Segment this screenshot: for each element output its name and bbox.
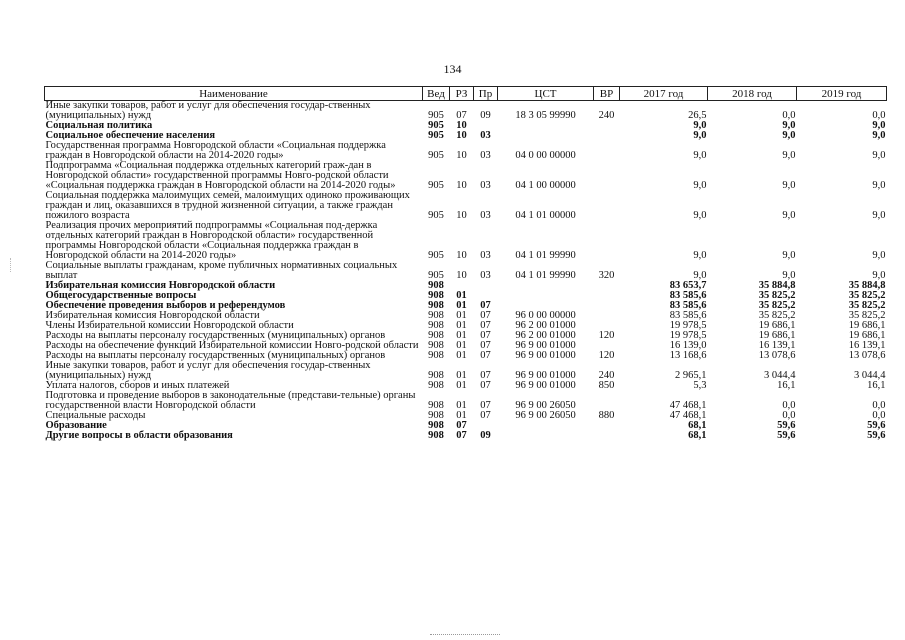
cell-name: Подпрограмма «Социальная поддержка отдельных категорий граж-дан в Новгородской области» государственной программы Новго-родской области «Социальная поддержка граждан в Новгородской области на 2014-2020 годы» bbox=[45, 160, 396, 191]
cell-y2017: 9,0 bbox=[693, 130, 707, 141]
cell-y2017: 2 965,1 bbox=[675, 370, 707, 381]
cell-vr bbox=[594, 301, 620, 311]
cell-y2019: 35 825,2 bbox=[848, 310, 886, 321]
cell-pr bbox=[474, 281, 498, 291]
cell-cst: 96 9 00 01000 bbox=[515, 350, 576, 361]
cell-name: Социальная поддержка малоимущих семей, малоимущих одиноко проживающих граждан и лиц, оказавшихся в трудной жизненной ситуации, а также граждан пожилого возраста bbox=[45, 190, 410, 221]
cell-rz: 01 bbox=[456, 350, 467, 361]
cell-name: Подготовка и проведение выборов в законодательные (представи-тельные) органы государственной власти Новгородской области bbox=[45, 390, 416, 411]
cell-ved: 908 bbox=[428, 430, 444, 441]
cell-vr: 880 bbox=[598, 410, 615, 421]
cell-ved: 908 bbox=[428, 300, 444, 311]
cell-cst: 96 9 00 01000 bbox=[515, 340, 576, 351]
cell-name: Расходы на обеспечение функций Избирательной комиссии Новго-родской области bbox=[45, 340, 419, 351]
cell-pr: 03 bbox=[480, 130, 491, 141]
cell-pr: 07 bbox=[480, 340, 491, 351]
cell-y2017: 9,0 bbox=[693, 250, 707, 261]
cell-rz: 01 bbox=[456, 290, 467, 301]
cell-name: Другие вопросы в области образования bbox=[45, 430, 233, 441]
cell-cst: 04 0 00 00000 bbox=[515, 150, 576, 161]
header-2019: 2019 год bbox=[797, 87, 887, 101]
table-row bbox=[45, 141, 887, 161]
cell-y2017: 68,1 bbox=[688, 420, 707, 431]
cell-y2017: 47 468,1 bbox=[669, 410, 707, 421]
cell-y2017: 83 585,6 bbox=[669, 290, 707, 301]
cell-y2019: 59,6 bbox=[867, 420, 886, 431]
cell-vr bbox=[594, 291, 620, 301]
cell-y2018: 0,0 bbox=[782, 110, 796, 121]
cell-name: Уплата налогов, сборов и иных платежей bbox=[45, 380, 230, 391]
cell-y2019: 13 078,6 bbox=[848, 350, 886, 361]
cell-y2019: 19 686,1 bbox=[848, 320, 886, 331]
cell-cst: 96 9 00 01000 bbox=[515, 380, 576, 391]
cell-cst bbox=[498, 281, 594, 291]
cell-name: Образование bbox=[45, 420, 107, 431]
cell-cst: 96 2 00 01000 bbox=[515, 320, 576, 331]
cell-ved: 908 bbox=[428, 290, 444, 301]
cell-rz: 01 bbox=[456, 340, 467, 351]
cell-y2018: 13 078,6 bbox=[758, 350, 796, 361]
footer-mark bbox=[430, 634, 500, 637]
cell-rz: 07 bbox=[456, 420, 467, 431]
cell-vr bbox=[594, 391, 620, 411]
cell-rz: 07 bbox=[456, 430, 467, 441]
cell-cst: 04 1 01 99990 bbox=[515, 270, 576, 281]
cell-y2018: 19 686,1 bbox=[758, 320, 796, 331]
header-2017: 2017 год bbox=[620, 87, 708, 101]
cell-y2018: 59,6 bbox=[777, 420, 796, 431]
cell-y2018: 35 884,8 bbox=[758, 280, 796, 291]
cell-ved: 905 bbox=[428, 130, 444, 141]
cell-pr: 07 bbox=[480, 320, 491, 331]
table-row bbox=[45, 221, 887, 261]
cell-rz: 10 bbox=[456, 120, 467, 131]
cell-y2019: 0,0 bbox=[872, 110, 886, 121]
table-row bbox=[45, 191, 887, 221]
cell-pr: 07 bbox=[480, 400, 491, 411]
cell-vr: 240 bbox=[598, 370, 615, 381]
cell-ved: 908 bbox=[428, 320, 444, 331]
cell-vr bbox=[594, 281, 620, 291]
cell-y2018: 9,0 bbox=[782, 210, 796, 221]
cell-rz: 01 bbox=[456, 380, 467, 391]
cell-vr bbox=[594, 131, 620, 141]
cell-pr: 03 bbox=[480, 150, 491, 161]
cell-y2017: 19 978,5 bbox=[669, 320, 707, 331]
cell-y2018: 9,0 bbox=[782, 130, 796, 141]
cell-name: Общегосударственные вопросы bbox=[45, 290, 197, 301]
cell-rz: 10 bbox=[456, 250, 467, 261]
cell-y2019: 3 044,4 bbox=[854, 370, 886, 381]
cell-cst bbox=[498, 431, 594, 441]
cell-name: Реализация прочих мероприятий подпрограммы «Социальная под-держка отдельных категорий граждан в Новгородской области» государственной программы Новгородской области «Социальная поддержка граждан в Новгородской области на 2014-2020 годы» bbox=[45, 220, 378, 261]
cell-y2019: 35 825,2 bbox=[848, 290, 886, 301]
cell-y2017: 16 139,0 bbox=[669, 340, 707, 351]
cell-rz: 10 bbox=[456, 180, 467, 191]
cell-rz: 07 bbox=[456, 110, 467, 121]
cell-ved: 908 bbox=[428, 350, 444, 361]
cell-name: Социальные выплаты гражданам, кроме публичных нормативных социальных выплат bbox=[45, 260, 398, 281]
cell-y2018: 35 825,2 bbox=[758, 310, 796, 321]
cell-ved: 905 bbox=[428, 250, 444, 261]
cell-ved: 905 bbox=[428, 270, 444, 281]
cell-cst: 18 3 05 99990 bbox=[515, 110, 576, 121]
cell-vr bbox=[594, 311, 620, 321]
cell-y2017: 83 585,6 bbox=[669, 310, 707, 321]
margin-mark bbox=[10, 258, 12, 272]
budget-table bbox=[44, 86, 887, 441]
cell-rz: 01 bbox=[456, 310, 467, 321]
cell-vr bbox=[594, 161, 620, 191]
header-name: Наименование bbox=[45, 87, 423, 101]
cell-pr: 07 bbox=[480, 370, 491, 381]
cell-y2017: 5,3 bbox=[693, 380, 707, 391]
cell-cst bbox=[498, 421, 594, 431]
cell-pr: 07 bbox=[480, 410, 491, 421]
cell-vr bbox=[594, 431, 620, 441]
cell-ved: 908 bbox=[428, 380, 444, 391]
cell-y2017: 9,0 bbox=[693, 150, 707, 161]
cell-vr bbox=[594, 421, 620, 431]
cell-ved: 905 bbox=[428, 110, 444, 121]
cell-ved: 908 bbox=[428, 420, 444, 431]
cell-pr: 07 bbox=[480, 300, 491, 311]
cell-y2018: 59,6 bbox=[777, 430, 796, 441]
cell-ved: 908 bbox=[428, 400, 444, 411]
cell-name: Расходы на выплаты персоналу государственных (муниципальных) органов bbox=[45, 330, 386, 341]
cell-y2018: 35 825,2 bbox=[758, 290, 796, 301]
cell-name: Социальное обеспечение населения bbox=[45, 130, 216, 141]
cell-y2019: 9,0 bbox=[872, 250, 886, 261]
cell-cst: 04 1 00 00000 bbox=[515, 180, 576, 191]
cell-rz: 01 bbox=[456, 400, 467, 411]
table-header-row bbox=[45, 87, 887, 101]
cell-vr: 320 bbox=[598, 270, 615, 281]
cell-pr: 09 bbox=[480, 110, 491, 121]
cell-ved: 908 bbox=[428, 310, 444, 321]
cell-y2018: 9,0 bbox=[782, 150, 796, 161]
cell-ved: 905 bbox=[428, 180, 444, 191]
cell-cst bbox=[498, 121, 594, 131]
cell-rz: 01 bbox=[456, 320, 467, 331]
header-2018: 2018 год bbox=[708, 87, 797, 101]
cell-y2017: 9,0 bbox=[693, 180, 707, 191]
page-number: 134 bbox=[443, 62, 462, 76]
cell-y2019: 59,6 bbox=[867, 430, 886, 441]
cell-y2018: 16 139,1 bbox=[758, 340, 796, 351]
cell-rz: 01 bbox=[456, 370, 467, 381]
cell-y2017: 68,1 bbox=[688, 430, 707, 441]
cell-y2019: 35 825,2 bbox=[848, 300, 886, 311]
cell-name: Иные закупки товаров, работ и услуг для обеспечения государ-ственных (муниципальных) нужд bbox=[45, 100, 371, 121]
cell-cst: 04 1 01 99990 bbox=[515, 250, 576, 261]
cell-ved: 908 bbox=[428, 280, 444, 291]
cell-vr: 120 bbox=[598, 330, 615, 341]
cell-cst: 96 2 00 01000 bbox=[515, 330, 576, 341]
cell-pr: 03 bbox=[480, 270, 491, 281]
cell-y2017: 26,5 bbox=[688, 110, 707, 121]
cell-name: Социальная политика bbox=[45, 120, 153, 131]
cell-y2019: 9,0 bbox=[872, 120, 886, 131]
cell-cst: 96 9 00 26050 bbox=[515, 410, 576, 421]
cell-y2018: 0,0 bbox=[782, 410, 796, 421]
header-cst: ЦСТ bbox=[498, 87, 594, 101]
cell-y2019: 9,0 bbox=[872, 210, 886, 221]
cell-name: Расходы на выплаты персоналу государственных (муниципальных) органов bbox=[45, 350, 386, 361]
cell-ved: 905 bbox=[428, 210, 444, 221]
cell-y2017: 83 585,6 bbox=[669, 300, 707, 311]
header-ved: Вед bbox=[423, 87, 450, 101]
cell-y2018: 9,0 bbox=[782, 180, 796, 191]
cell-ved: 908 bbox=[428, 410, 444, 421]
cell-y2018: 3 044,4 bbox=[764, 370, 796, 381]
cell-pr: 03 bbox=[480, 210, 491, 221]
cell-name: Обеспечение проведения выборов и референдумов bbox=[45, 300, 286, 311]
header-pr: Пр bbox=[474, 87, 498, 101]
header-rz: РЗ bbox=[450, 87, 474, 101]
cell-rz: 10 bbox=[456, 130, 467, 141]
cell-cst bbox=[498, 131, 594, 141]
cell-vr bbox=[594, 221, 620, 261]
cell-y2018: 9,0 bbox=[782, 120, 796, 131]
cell-y2017: 9,0 bbox=[693, 120, 707, 131]
cell-vr: 850 bbox=[598, 380, 615, 391]
cell-ved: 908 bbox=[428, 340, 444, 351]
cell-cst: 96 9 00 26050 bbox=[515, 400, 576, 411]
cell-rz: 10 bbox=[456, 270, 467, 281]
cell-y2019: 0,0 bbox=[872, 410, 886, 421]
cell-y2017: 13 168,6 bbox=[669, 350, 707, 361]
cell-pr: 03 bbox=[480, 250, 491, 261]
cell-y2019: 9,0 bbox=[872, 270, 886, 281]
header-vr: ВР bbox=[594, 87, 620, 101]
cell-name: Члены Избирательной комиссии Новгородской области bbox=[45, 320, 294, 331]
cell-y2019: 9,0 bbox=[872, 180, 886, 191]
table-row bbox=[45, 391, 887, 411]
cell-rz: 01 bbox=[456, 300, 467, 311]
cell-vr bbox=[594, 191, 620, 221]
cell-rz: 10 bbox=[456, 210, 467, 221]
cell-y2018: 9,0 bbox=[782, 270, 796, 281]
cell-y2018: 35 825,2 bbox=[758, 300, 796, 311]
cell-cst: 04 1 01 00000 bbox=[515, 210, 576, 221]
cell-y2019: 9,0 bbox=[872, 150, 886, 161]
cell-y2019: 0,0 bbox=[872, 400, 886, 411]
cell-pr: 03 bbox=[480, 180, 491, 191]
cell-name: Избирательная комиссия Новгородской области bbox=[45, 310, 260, 321]
cell-y2017: 19 978,5 bbox=[669, 330, 707, 341]
cell-y2017: 9,0 bbox=[693, 210, 707, 221]
cell-pr: 07 bbox=[480, 330, 491, 341]
cell-cst: 96 0 00 00000 bbox=[515, 310, 576, 321]
cell-cst bbox=[498, 291, 594, 301]
cell-cst: 96 9 00 01000 bbox=[515, 370, 576, 381]
table-row bbox=[45, 261, 887, 281]
cell-name: Специальные расходы bbox=[45, 410, 146, 421]
cell-y2018: 19 686,1 bbox=[758, 330, 796, 341]
table-body bbox=[45, 101, 887, 442]
cell-y2019: 9,0 bbox=[872, 130, 886, 141]
cell-vr: 120 bbox=[598, 350, 615, 361]
cell-rz: 01 bbox=[456, 410, 467, 421]
cell-y2019: 16,1 bbox=[867, 380, 886, 391]
cell-y2017: 83 653,7 bbox=[669, 280, 707, 291]
cell-rz: 10 bbox=[456, 150, 467, 161]
cell-y2018: 16,1 bbox=[777, 380, 796, 391]
cell-ved: 905 bbox=[428, 120, 444, 131]
cell-y2019: 35 884,8 bbox=[848, 280, 886, 291]
cell-ved: 908 bbox=[428, 330, 444, 341]
table-row bbox=[45, 101, 887, 122]
cell-vr: 240 bbox=[598, 110, 615, 121]
table-row bbox=[45, 431, 887, 441]
cell-name: Государственная программа Новгородской области «Социальная поддержка граждан в Новгородской области на 2014-2020 годы» bbox=[45, 140, 386, 161]
cell-pr: 07 bbox=[480, 350, 491, 361]
cell-y2019: 19 686,1 bbox=[848, 330, 886, 341]
cell-name: Иные закупки товаров, работ и услуг для обеспечения государ-ственных (муниципальных) нужд bbox=[45, 360, 371, 381]
cell-pr: 07 bbox=[480, 310, 491, 321]
cell-y2019: 16 139,1 bbox=[848, 340, 886, 351]
cell-y2018: 0,0 bbox=[782, 400, 796, 411]
cell-ved: 905 bbox=[428, 150, 444, 161]
cell-ved: 908 bbox=[428, 370, 444, 381]
cell-vr bbox=[594, 121, 620, 131]
cell-vr bbox=[594, 141, 620, 161]
cell-y2017: 9,0 bbox=[693, 270, 707, 281]
cell-pr: 07 bbox=[480, 380, 491, 391]
cell-name: Избирательная комиссия Новгородской области bbox=[45, 280, 276, 291]
table-row bbox=[45, 361, 887, 381]
table-row bbox=[45, 161, 887, 191]
cell-y2017: 47 468,1 bbox=[669, 400, 707, 411]
cell-y2018: 9,0 bbox=[782, 250, 796, 261]
cell-pr: 09 bbox=[480, 430, 491, 441]
cell-rz: 01 bbox=[456, 330, 467, 341]
